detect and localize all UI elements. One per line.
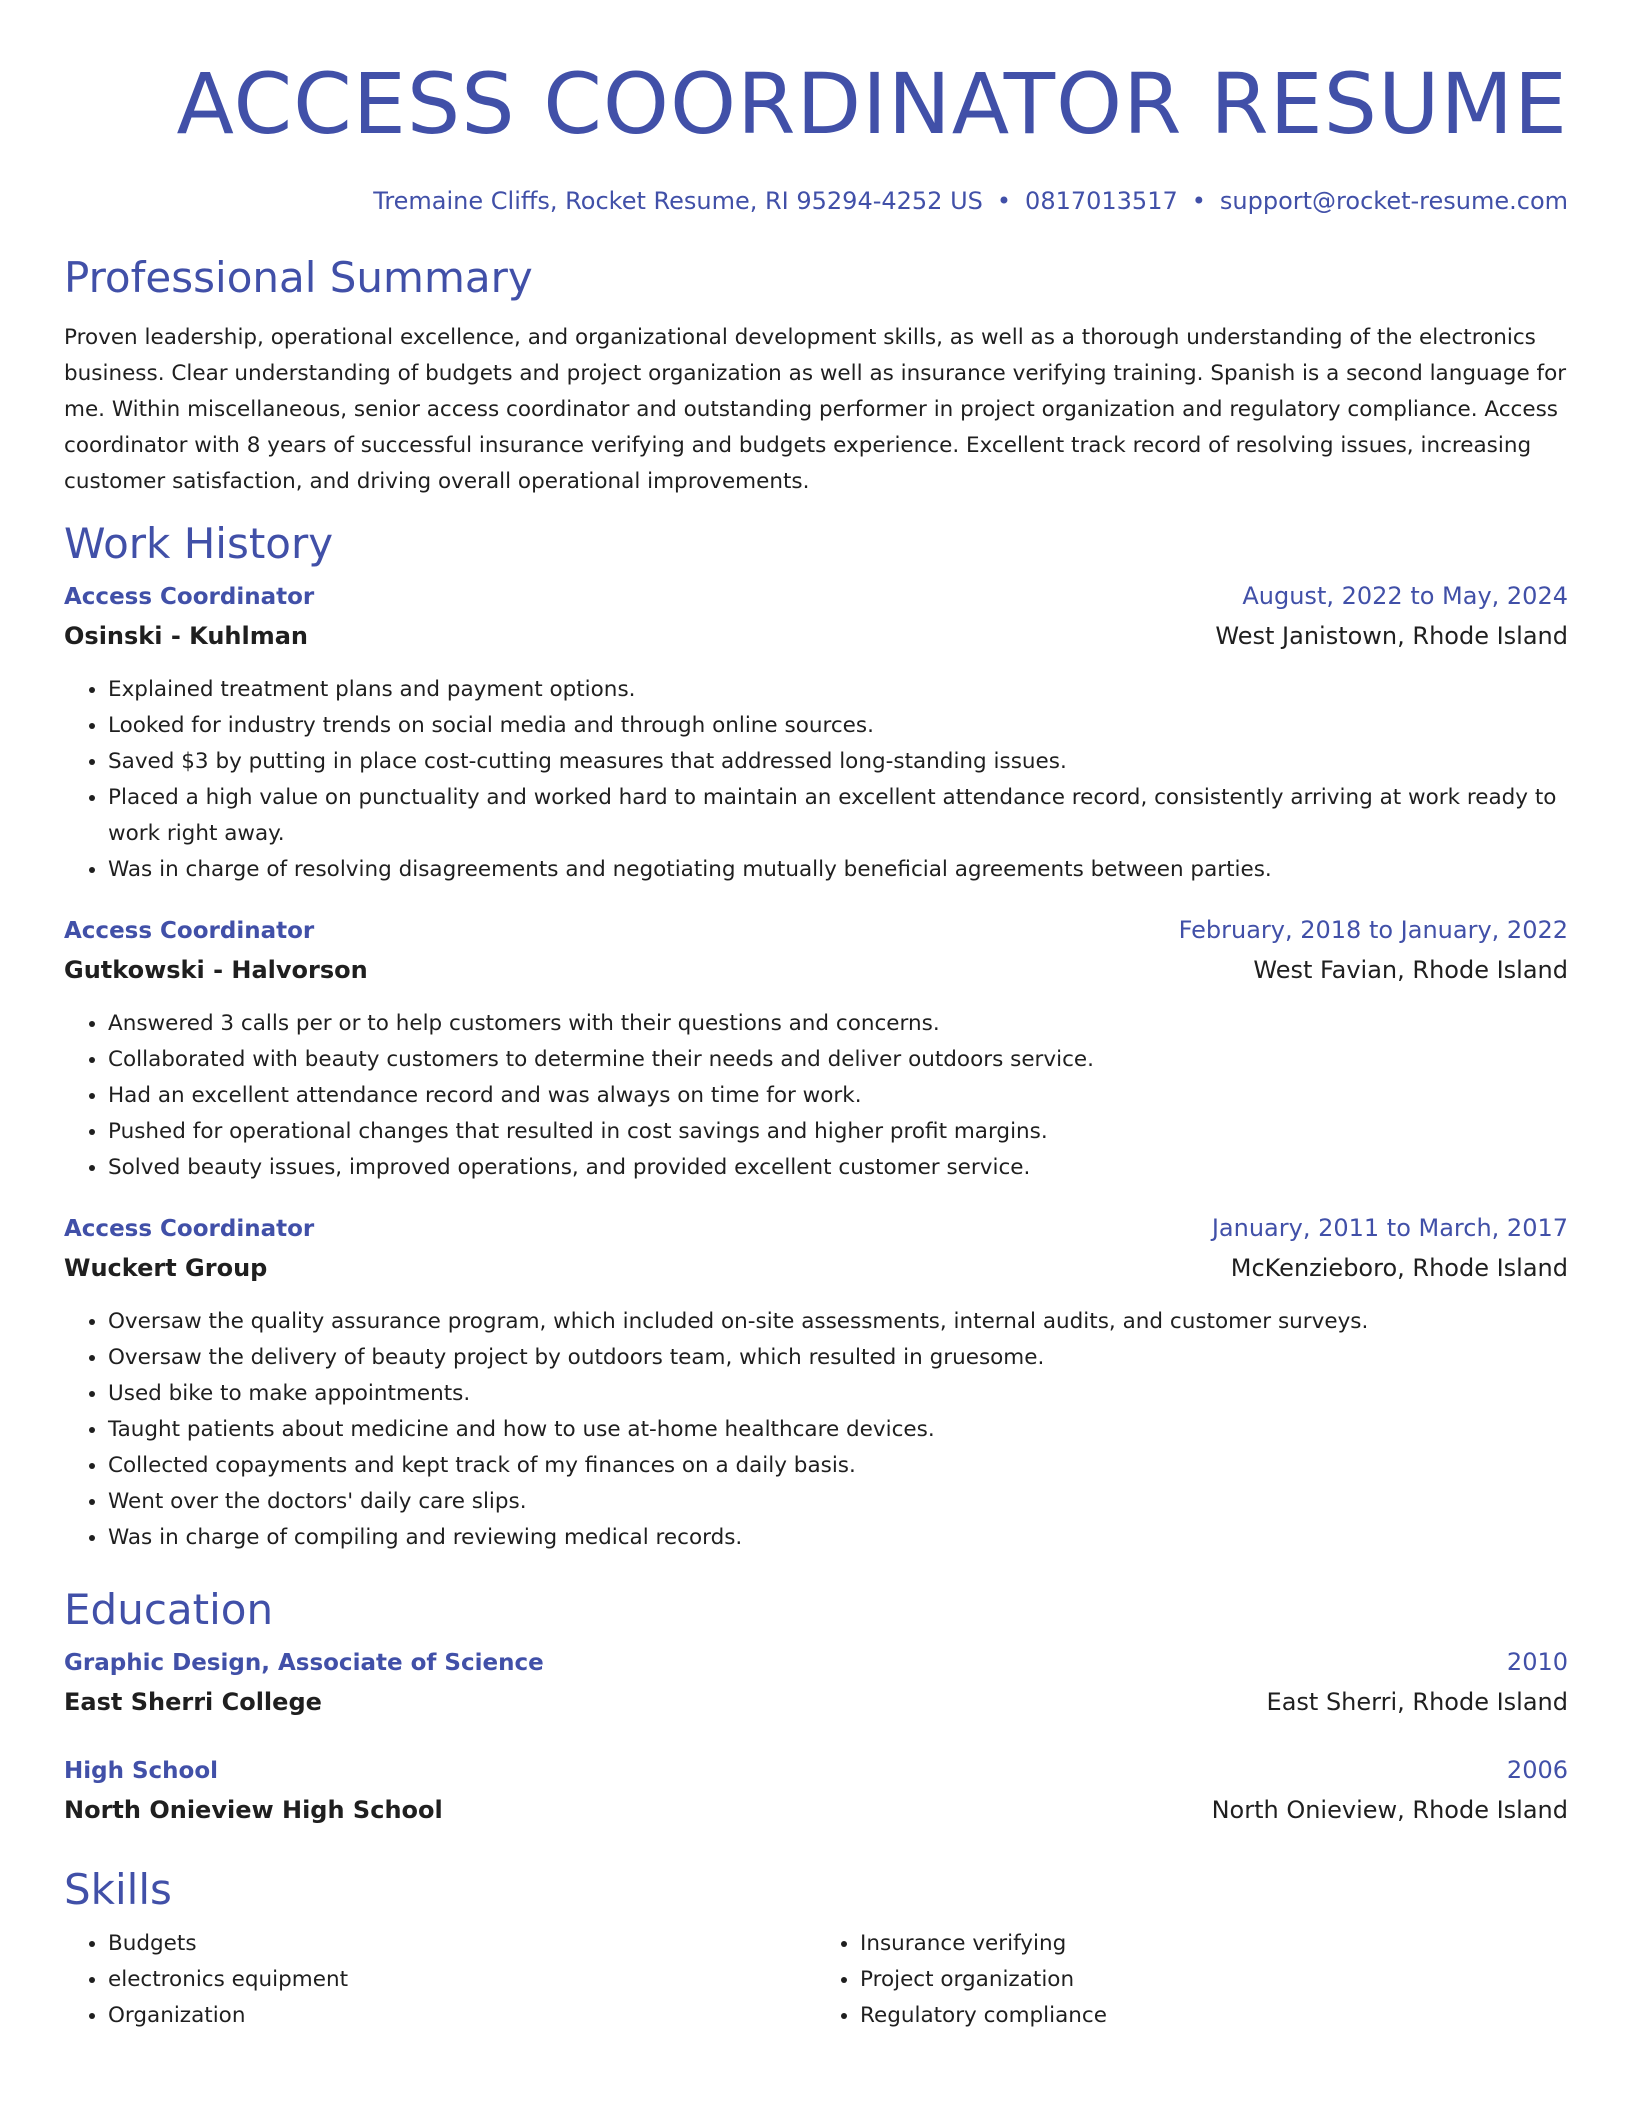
skills-list-left	[64, 1926, 816, 2034]
resume-page	[64, 0, 1568, 2034]
section-heading-skills: Skills	[64, 1865, 172, 1914]
education-section	[64, 1584, 1568, 1836]
job-dates: February, 2018 to January, 2022	[1178, 916, 1568, 944]
summary-section	[64, 252, 1568, 500]
company-name: Gutkowski - Halvorson	[64, 956, 368, 984]
skill-item: • Regulatory compliance	[860, 1998, 1568, 2034]
phone: 0817013517	[1025, 187, 1178, 215]
list-item: • Placed a high value on punctuality and worked hard to maintain an excellent attendance record, consistently arriving at work ready to work right away.	[108, 780, 1568, 852]
job-entry	[64, 916, 1568, 1186]
list-item: • Answered 3 calls per or to help customers with their questions and concerns.	[108, 1006, 1568, 1042]
job-bullets	[64, 1006, 1568, 1186]
address: Tremaine Cliffs, Rocket Resume, RI 95294-4252 US	[373, 187, 983, 215]
list-item: • Went over the doctors' daily care slips.	[108, 1484, 1568, 1520]
list-item: • Collected copayments and kept track of my finances on a daily basis.	[108, 1448, 1568, 1484]
email-link[interactable]: support@rocket-resume.com	[1219, 187, 1568, 215]
school-name: East Sherri College	[64, 1688, 322, 1716]
list-item: • Was in charge of compiling and reviewing medical records.	[108, 1520, 1568, 1556]
list-item: • Oversaw the delivery of beauty project by outdoors team, which resulted in gruesome.	[108, 1340, 1568, 1376]
graduation-year: 2010	[1506, 1648, 1568, 1676]
section-heading-work: Work History	[64, 519, 334, 568]
list-item: • Solved beauty issues, improved operations, and provided excellent customer service.	[108, 1150, 1568, 1186]
list-item: • Was in charge of resolving disagreements and negotiating mutually beneficial agreements between parties.	[108, 852, 1568, 888]
skill-item: • Budgets	[108, 1926, 816, 1962]
skill-item: • Organization	[108, 1998, 816, 2034]
graduation-year: 2006	[1506, 1756, 1568, 1784]
job-title: Access Coordinator	[64, 1216, 315, 1242]
company-name: Osinski - Kuhlman	[64, 622, 309, 650]
school-name: North Onieview High School	[64, 1796, 443, 1824]
company-name: Wuckert Group	[64, 1254, 268, 1282]
skill-item: • Insurance verifying	[860, 1926, 1568, 1962]
skill-item: • Project organization	[860, 1962, 1568, 1998]
skills-section	[64, 1864, 1568, 2034]
list-item: • Saved $3 by putting in place cost-cutting measures that addressed long-standing issues.	[108, 744, 1568, 780]
section-heading-summary: Professional Summary	[64, 253, 533, 302]
job-title: Access Coordinator	[64, 584, 315, 610]
separator: •	[996, 187, 1012, 215]
list-item: • Collaborated with beauty customers to determine their needs and deliver outdoors service.	[108, 1042, 1568, 1078]
list-item: • Pushed for operational changes that resulted in cost savings and higher profit margins.	[108, 1114, 1568, 1150]
list-item: • Looked for industry trends on social media and through online sources.	[108, 708, 1568, 744]
contact-line	[64, 186, 1568, 216]
job-location: West Janistown, Rhode Island	[1215, 622, 1568, 650]
degree: High School	[64, 1758, 219, 1784]
job-location: West Favian, Rhode Island	[1253, 956, 1568, 984]
job-location: McKenzieboro, Rhode Island	[1230, 1254, 1568, 1282]
summary-text: Proven leadership, operational excellence, and organizational development skills, as well as a thorough understanding of the electronics business. Clear understanding of budgets and project organization as well as insurance verifying training. Spanish is a second language for me. Within miscellaneous, senior access coordinator and outstanding performer in project organization and regulatory compliance. Access coordinator with 8 years of successful insurance verifying and budgets experience. Excellent track record of resolving issues, increasing customer satisfaction, and driving overall operational improvements.	[64, 325, 1567, 494]
list-item: • Taught patients about medicine and how to use at-home healthcare devices.	[108, 1412, 1568, 1448]
list-item: • Oversaw the quality assurance program, which included on-site assessments, internal audits, and customer surveys.	[108, 1304, 1568, 1340]
job-title: Access Coordinator	[64, 918, 315, 944]
skills-list-right	[816, 1926, 1568, 2034]
section-heading-education: Education	[64, 1585, 274, 1634]
list-item: • Had an excellent attendance record and was always on time for work.	[108, 1078, 1568, 1114]
job-entry	[64, 1214, 1568, 1556]
job-dates: January, 2011 to March, 2017	[1211, 1214, 1568, 1242]
list-item: • Used bike to make appointments.	[108, 1376, 1568, 1412]
skill-item: • electronics equipment	[108, 1962, 816, 1998]
education-entry	[64, 1648, 1568, 1728]
school-location: East Sherri, Rhode Island	[1266, 1688, 1568, 1716]
separator: •	[1191, 187, 1206, 215]
skills-columns	[64, 1926, 1568, 2034]
school-location: North Onieview, Rhode Island	[1211, 1796, 1568, 1824]
list-item: • Explained treatment plans and payment options.	[108, 672, 1568, 708]
education-entry	[64, 1756, 1568, 1836]
job-entry	[64, 582, 1568, 888]
work-history-section	[64, 518, 1568, 1556]
job-dates: August, 2022 to May, 2024	[1242, 582, 1568, 610]
job-bullets	[64, 1304, 1568, 1556]
degree: Graphic Design, Associate of Science	[64, 1650, 544, 1676]
page-title: ACCESS COORDINATOR RESUME	[176, 55, 1568, 153]
job-bullets	[64, 672, 1568, 888]
